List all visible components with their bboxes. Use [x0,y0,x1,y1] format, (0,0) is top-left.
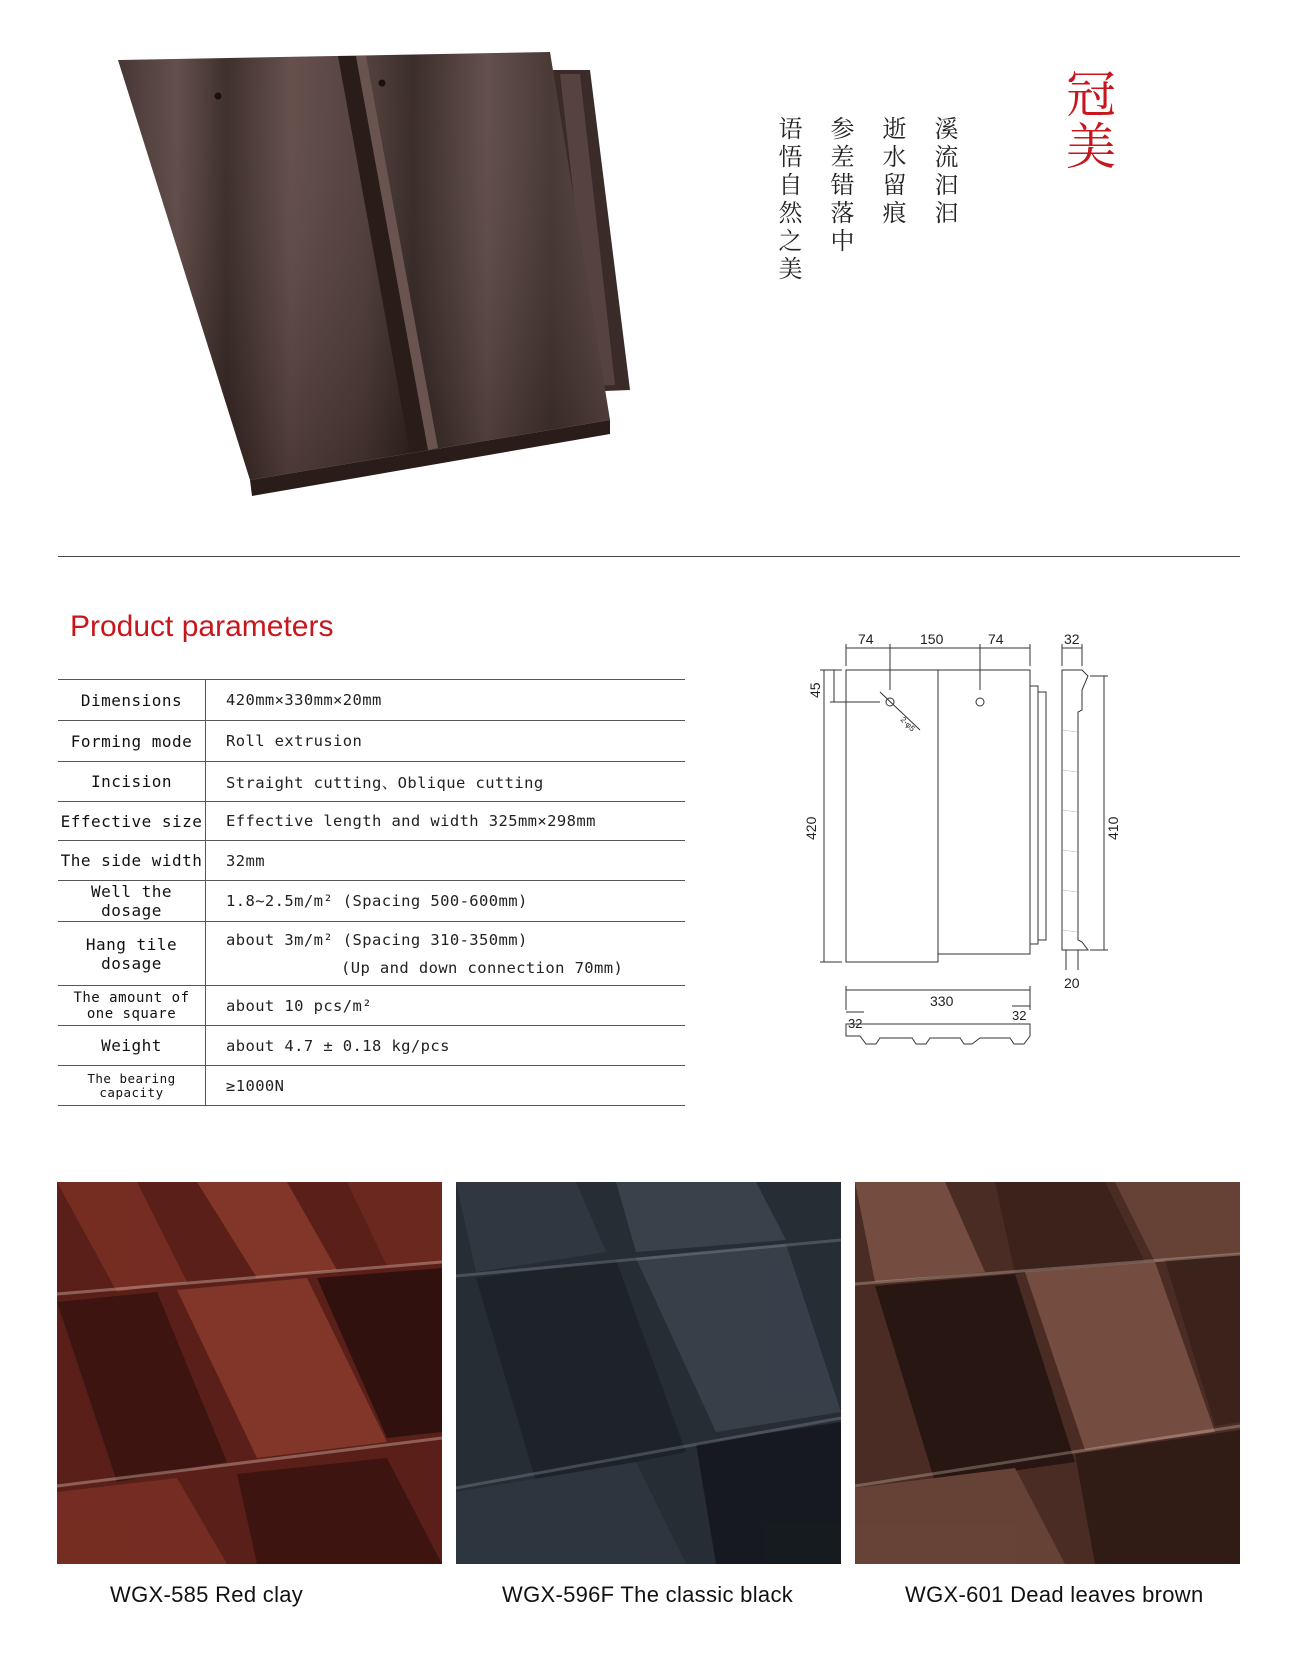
param-row [58,881,685,922]
swatch-dead-leaves-brown [855,1182,1240,1564]
dim-20: 20 [1064,975,1080,991]
param-value: Roll extrusion [206,721,686,762]
param-label: Weight [58,1026,206,1066]
param-label: Incision [58,762,206,802]
param-value: 1.8~2.5m/m² (Spacing 500-600mm) [206,881,686,922]
param-value-line2: (Up and down connection 70mm) [341,958,624,977]
poem-line-1: 溪流汩汩 [930,116,958,228]
parameter-table [58,679,685,1106]
param-value: Effective length and width 325mm×298mm [206,802,686,841]
hole-label: 2-φ5 [898,715,917,734]
swatch-image [57,1182,442,1564]
poem-line-4: 语悟自然之美 [774,116,802,284]
swatch-caption-classic-black: WGX-596F The classic black [502,1582,794,1607]
dim-32-top: 32 [1064,631,1080,647]
dim-150: 150 [920,631,944,647]
hero-tile-image [110,40,670,510]
dim-74-left: 74 [858,631,874,647]
param-value: Straight cutting、Oblique cutting [206,762,686,802]
param-label: Hang tile dosage [58,922,206,986]
technical-drawing [803,631,1180,1120]
param-row [58,1066,685,1106]
param-label: Effective size [58,802,206,841]
swatch-caption-dead-leaves-brown: WGX-601 Dead leaves brown [905,1582,1204,1607]
param-label: Well the dosage [58,881,206,922]
swatch-image [855,1182,1240,1564]
brand-title: 冠美 [1058,68,1116,172]
poem-line-2: 逝水留痕 [878,116,906,228]
param-row [58,841,685,881]
param-label: The amount of one square [58,986,206,1026]
swatch-classic-black [456,1182,841,1564]
dim-32-left: 32 [848,1016,863,1031]
param-row [58,802,685,841]
param-row [58,721,685,762]
param-row [58,680,685,721]
param-row [58,986,685,1026]
dim-420: 420 [803,816,819,840]
param-value [206,922,686,986]
dim-330: 330 [930,993,954,1009]
param-value: about 10 pcs/m² [206,986,686,1026]
param-label: Forming mode [58,721,206,762]
param-value: 32mm [206,841,686,881]
param-value: ≥1000N [206,1066,686,1106]
param-row [58,922,685,986]
dim-32-right: 32 [1012,1008,1027,1023]
swatch-red-clay [57,1182,442,1564]
swatch-caption-red-clay: WGX-585 Red clay [110,1582,304,1607]
param-label: The bearing capacity [58,1066,206,1106]
param-label: The side width [58,841,206,881]
swatch-image [456,1182,841,1564]
param-row [58,1026,685,1066]
param-value-line1: about 3m/m² (Spacing 310-350mm) [226,930,528,949]
param-value: about 4.7 ± 0.18 kg/pcs [206,1026,686,1066]
section-divider [58,556,1240,557]
dim-410: 410 [1105,816,1121,840]
poem-line-3: 参差错落中 [826,116,854,256]
param-value: 420mm×330mm×20mm [206,680,686,721]
params-title: Product parameters [70,610,334,643]
dim-74-right: 74 [988,631,1004,647]
param-label: Dimensions [58,680,206,721]
dim-45: 45 [807,682,823,698]
param-row [58,762,685,802]
